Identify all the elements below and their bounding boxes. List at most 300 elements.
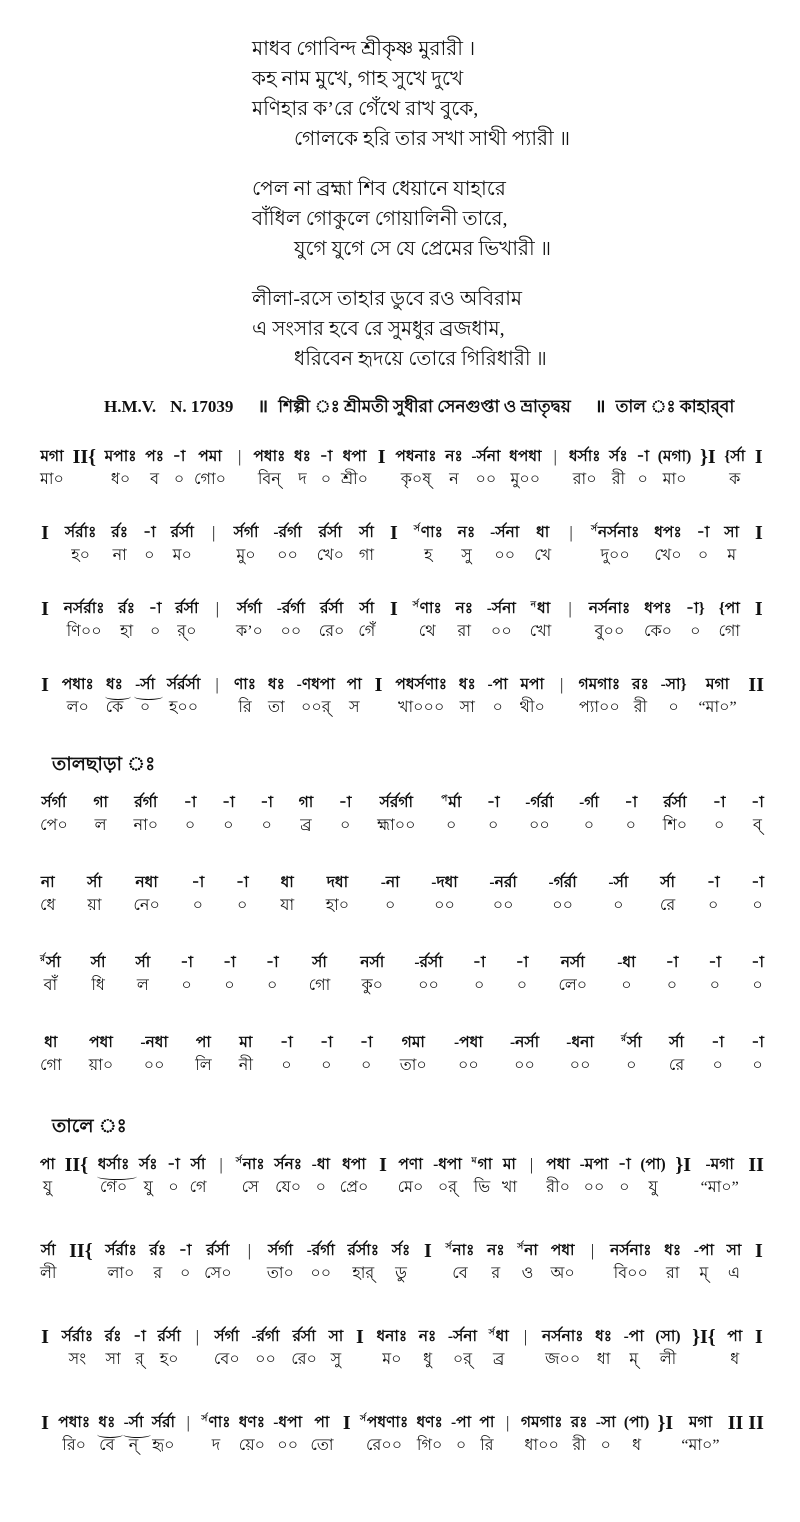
notation-token (416, 1412, 442, 1458)
notation-token (222, 792, 235, 838)
notation-token (510, 1032, 539, 1078)
sargam-cell: র্রর্সা (292, 1328, 316, 1345)
lyric-cell: রী (611, 471, 626, 488)
sargam-cell: -া} (685, 600, 705, 617)
notation-token (636, 446, 649, 492)
notation-token (139, 1154, 158, 1200)
lyric-cell: ক (729, 471, 741, 488)
sargam-cell: | (238, 447, 242, 466)
notation-section (40, 750, 764, 1078)
sargam-cell: র্সর্রা (151, 1414, 175, 1431)
notation-token (546, 1154, 570, 1200)
sargam-cell: -া (618, 1156, 631, 1173)
sargam-cell: ধা (536, 524, 550, 541)
lyric-cell (79, 1262, 83, 1286)
sargam-cell: $^{র্স}$ণাঃ (201, 1412, 231, 1431)
notation-token (236, 598, 263, 644)
lyric-cell: রী (633, 699, 648, 716)
sargam-cell: র্রঃ (118, 600, 136, 617)
sargam-cell: গা (298, 794, 314, 811)
lyric-cell: পে০ (40, 817, 68, 834)
notation-token (727, 1326, 742, 1372)
lyric-cell (247, 1262, 251, 1286)
lyric-cell (345, 1434, 349, 1458)
sargam-cell: -সা (595, 1414, 616, 1431)
notation-line (40, 446, 764, 492)
notation-token (40, 1154, 55, 1200)
notation-token (530, 598, 552, 644)
sargam-cell: -া (636, 448, 650, 465)
notation-token (134, 792, 159, 838)
sargam-cell: র্সর্গা (214, 1328, 240, 1345)
lyric-cell: রী (572, 1437, 586, 1454)
lyric-cell: ও (521, 1265, 534, 1282)
notation-token (724, 446, 745, 492)
notation-token (640, 1154, 665, 1200)
notation-sections (40, 446, 764, 1458)
lyric-cell (744, 1434, 748, 1458)
notation-token (489, 1326, 509, 1372)
lyric-cell: দ (211, 1437, 221, 1454)
grace-note-mark: র্র (621, 1032, 626, 1043)
sargam-cell: ধপা (342, 448, 367, 465)
sargam-cell: ধর্সাঃ (568, 448, 601, 465)
lyric-cell (43, 620, 47, 644)
lyric-cell: হ (424, 547, 433, 564)
lyric-cell: “মা০” (700, 1179, 739, 1196)
notation-token (400, 1032, 427, 1078)
sargam-cell: $^{র্স}$পধণাঃ (359, 1412, 409, 1431)
grace-note-mark: প (441, 792, 448, 803)
sargam-cell: -া (142, 524, 156, 541)
lyric-cell: র্ (135, 1351, 144, 1368)
notation-token (157, 1326, 180, 1372)
lyric-cell: খো (529, 623, 552, 640)
notation-line (40, 522, 764, 568)
grace-note-mark: র্স (517, 1240, 524, 1251)
notation-token (621, 1032, 642, 1078)
lyric-cell: ০ (144, 547, 155, 564)
lyric-cell: তা০ (266, 1265, 294, 1282)
sargam-cell: -া (624, 794, 638, 811)
sargam-cell: ণাঃ (233, 676, 257, 693)
sargam-cell: $^{র্স}$নাঃ (445, 1240, 475, 1259)
sargam-cell: -া (180, 954, 194, 971)
notation-token (698, 674, 736, 720)
lyric-cell (212, 544, 216, 568)
sargam-cell: -া (751, 794, 764, 811)
sargam-cell: র্সঃ (609, 448, 628, 465)
lyric-cell: ম (727, 547, 737, 564)
sargam-cell: $^ন$ধা (530, 598, 551, 617)
sargam-cell: -া (319, 1034, 333, 1051)
notation-token (517, 1240, 538, 1286)
notation-token (471, 446, 500, 492)
lyric-cell (506, 1434, 510, 1458)
notation-token (253, 446, 285, 492)
bar-marker (557, 674, 567, 720)
lyric-cell: মে০ (397, 1179, 424, 1196)
sargam-cell: I (41, 1326, 49, 1348)
notation-token (135, 952, 150, 998)
lyric-cell: শি০ (662, 817, 688, 834)
notation-token (62, 674, 94, 720)
lyric-cell: ধ (730, 1351, 740, 1368)
notation-token (320, 1032, 333, 1078)
sargam-cell: }I (657, 1412, 674, 1434)
notation-token (234, 522, 259, 568)
notation-token (488, 674, 508, 720)
lyric-line: যুগে যুগে সে যে প্রেমের ভিখারী ॥ (294, 238, 552, 260)
lyric-cell: ০ (446, 817, 457, 834)
lyric-cell: রি০ (62, 1437, 87, 1454)
sargam-cell: পধা (89, 1034, 113, 1051)
sargam-cell: -র্রর্সা (414, 954, 443, 971)
lyric-cell: ণি০০ (66, 623, 102, 640)
notation-token (204, 1240, 231, 1286)
notation-token (609, 446, 628, 492)
sargam-cell: -পা (623, 1328, 644, 1345)
lyric-cell: ০০ (418, 977, 439, 994)
notation-token (360, 1032, 373, 1078)
bar-marker (377, 446, 387, 492)
notation-token (525, 792, 553, 838)
lyric-cell: ০ (621, 977, 632, 994)
notation-token (273, 522, 301, 568)
sargam-cell: ধনাঃ (376, 1328, 408, 1345)
lyric-cell (530, 1176, 534, 1200)
sargam-cell: র্সা (359, 524, 374, 541)
notation-token (280, 1032, 293, 1078)
sargam-cell: -র্রর্গা (251, 1328, 280, 1345)
sargam-cell: -র্রর্গা (276, 600, 306, 617)
lyric-cell: গেঁ (358, 623, 376, 640)
notation-token (724, 522, 739, 568)
sargam-cell: | (523, 1327, 528, 1346)
notation-line (40, 1326, 764, 1372)
grace-note-mark: র্স (235, 1154, 242, 1165)
sargam-cell: -া (706, 874, 720, 891)
notation-token (487, 792, 500, 838)
notation-token (624, 1326, 644, 1372)
bar-marker (212, 674, 222, 720)
sargam-cell: $^প$র্মা (441, 792, 462, 811)
notation-token (718, 598, 740, 644)
lyric-cell: কৃ০ষ্ (400, 471, 432, 488)
bar-marker (69, 1240, 92, 1286)
sargam-cell: I (423, 1240, 432, 1262)
sargam-cell: }I{ (692, 1326, 716, 1348)
sargam-cell: -া (472, 954, 486, 971)
lyric-cell (43, 544, 47, 568)
record-catalog-number: N. 17039 (170, 397, 234, 416)
lyric-cell (377, 696, 381, 720)
notation-token (111, 522, 128, 568)
sargam-cell: গমগাঃ (578, 676, 621, 693)
lyric-cell: রে০০ (366, 1437, 403, 1454)
sargam-cell: | (590, 1241, 595, 1260)
sargam-cell: পধাঃ (253, 448, 286, 465)
lyric-cell: “মা০” (681, 1437, 720, 1454)
lyric-cell: ০০ (528, 817, 550, 834)
sargam-cell: II II (727, 1412, 764, 1434)
lyric-cell (380, 468, 384, 492)
notation-token (223, 952, 236, 998)
sargam-cell: -ধনা (566, 1034, 594, 1051)
notation-token (381, 872, 400, 918)
lyric-cell: যু (42, 1179, 53, 1196)
notation-token (595, 1326, 612, 1372)
notation-token (502, 1154, 517, 1200)
lyric-cell: র (153, 1265, 163, 1282)
sargam-cell: -র্সনা (447, 1328, 478, 1345)
lyric-cell: রে০ (291, 1351, 317, 1368)
sargam-cell: -র্গর্রা (548, 874, 577, 891)
sargam-cell: ধা (44, 1034, 58, 1051)
notation-token (239, 1032, 253, 1078)
sargam-cell: -া (515, 954, 529, 971)
lyric-cell: ০ (583, 817, 595, 834)
sargam-cell: ধঃ (267, 676, 285, 693)
sargam-cell: ধঃ (106, 674, 123, 696)
sargam-cell: -া (221, 794, 235, 811)
lyric-cell: বু০০ (594, 623, 625, 640)
lyric-cell: ০০ (475, 471, 497, 488)
sargam-cell: -ণধপা (296, 676, 335, 693)
lyric-cell: বে০ (213, 1351, 240, 1368)
lyric-cell: শ্রী০ (340, 471, 369, 488)
notation-token (377, 792, 415, 838)
lyric-cell: ০ (752, 897, 763, 914)
lyric-cell: ০র্ (437, 1179, 458, 1196)
lyric-cell: ০ (267, 977, 278, 994)
notation-token (433, 1154, 462, 1200)
notation-token (239, 1412, 265, 1458)
bar-marker (244, 1240, 254, 1286)
sargam-cell: পধর্সণাঃ (395, 676, 447, 693)
bar-marker (65, 1154, 88, 1200)
notation-token (93, 792, 108, 838)
notation-line (40, 952, 764, 998)
lyric-cell: য়ে০ (238, 1437, 266, 1454)
notation-token (135, 674, 155, 720)
notation-token (40, 1240, 57, 1286)
notation-token (359, 522, 374, 568)
sargam-cell: র্রর্সা (663, 794, 687, 811)
lyric-cell: গো (718, 623, 741, 640)
lyric-cell: ০ (281, 1057, 292, 1074)
lyric-cell: খা০০০ (397, 699, 445, 716)
notation-token (558, 952, 587, 998)
notation-token (751, 952, 764, 998)
sargam-cell: র্সা (660, 874, 675, 891)
sargam-cell: -র্সনা (486, 600, 516, 617)
notation-token (195, 1032, 212, 1078)
lyric-cell: কে০ (644, 623, 673, 640)
lyric-cell: ০ (385, 897, 396, 914)
notation-token (727, 1240, 742, 1286)
sargam-cell: নঃ (455, 600, 474, 617)
lyric-cell: ০ (321, 1057, 332, 1074)
bar-marker (40, 1326, 50, 1372)
lyric-cell: ০ (237, 897, 248, 914)
notation-token (194, 446, 226, 492)
sargam-cell: পা (195, 1034, 211, 1051)
sargam-cell: পধা (550, 1242, 575, 1259)
sargam-cell: সা (328, 1328, 344, 1345)
lyric-cell: যা (280, 897, 295, 914)
grace-note-mark: র্স (413, 522, 420, 533)
lyric-cell: হ০ (159, 1351, 179, 1368)
sargam-cell: $^ম$গা (471, 1154, 493, 1173)
lyric-cell: ০ (320, 471, 332, 488)
lyric-cell (358, 1348, 362, 1372)
lyric-cell (82, 468, 86, 492)
sargam-cell: মগা (688, 1414, 713, 1431)
bar-marker (389, 598, 399, 644)
lyric-cell: ০০ (514, 1057, 535, 1074)
sargam-cell: $^{র্স}$নাঃ (235, 1154, 265, 1173)
lyric-cell: বি০০ (613, 1265, 648, 1282)
lyric-cell: ০০ (458, 1057, 479, 1074)
sargam-cell: -সা} (660, 676, 687, 693)
lyric-cell: হার্ (352, 1265, 375, 1282)
lyric-cell: ল (94, 817, 107, 834)
notation-token (489, 872, 516, 918)
lyric-cell: না০ (133, 817, 159, 834)
notation-token (534, 522, 551, 568)
sargam-cell: | (215, 675, 219, 694)
notation-token (548, 872, 576, 918)
notation-token (610, 1240, 652, 1286)
notation-token (376, 1326, 407, 1372)
lyric-cell: ০ (181, 977, 192, 994)
sargam-cell: | (247, 1241, 251, 1260)
notation-token (458, 522, 476, 568)
lyric-cell: “মা০” (698, 699, 737, 716)
notation-line (40, 1240, 764, 1286)
notation-token (62, 1326, 94, 1372)
notation-token (487, 598, 516, 644)
notation-token (309, 952, 331, 998)
bar-marker (657, 1412, 673, 1458)
sargam-cell: -র্রর্গা (306, 1242, 335, 1259)
sargam-cell: -া (665, 954, 679, 971)
sargam-cell: নঃ (457, 524, 476, 541)
notation-token (479, 1412, 494, 1458)
notation-token (490, 522, 519, 568)
lyric-cell: অ০ (550, 1265, 575, 1282)
sargam-cell: পা (40, 1156, 56, 1173)
notation-token (655, 1326, 680, 1372)
lyric-cell: র্০ (177, 623, 197, 640)
notation-token (589, 598, 631, 644)
notation-token (509, 446, 541, 492)
bar-marker (40, 598, 50, 644)
sargam-cell: I (754, 522, 763, 544)
sargam-cell: I (41, 674, 49, 696)
notation-token (266, 952, 279, 998)
notation-token (339, 792, 352, 838)
sargam-cell: পধনাঃ (395, 448, 437, 465)
sargam-cell: পণা (398, 1156, 423, 1173)
lyric-line: লীলা-রসে তাহার ডুবে রও অবিরাম (252, 288, 523, 310)
lyric-cell: তো (310, 1437, 334, 1454)
sargam-cell: -া (191, 874, 205, 891)
sargam-cell: -া (235, 874, 249, 891)
lyric-cell: ০ (666, 977, 678, 994)
sargam-cell: -র্সনা (490, 524, 520, 541)
lyric-cell: রা (457, 623, 471, 640)
lyric-cell: কু০ (361, 977, 384, 994)
grace-note-mark: ন (530, 598, 537, 609)
lyric-cell: খে (534, 547, 552, 564)
lyric-cell: লী (40, 1265, 57, 1282)
grace-note-mark: র্র (40, 952, 45, 963)
sargam-cell: I (355, 1326, 364, 1348)
lyric-cell: সে (241, 1179, 259, 1196)
bar-marker (503, 1412, 513, 1458)
sargam-cell: -া (223, 954, 236, 971)
lyric-cell: য়া০ (88, 1057, 114, 1074)
lyric-cell: ০০ (255, 1351, 276, 1368)
notation-token (173, 446, 186, 492)
sargam-cell: -র্সা (135, 674, 155, 696)
notation-token (251, 1326, 279, 1372)
notation-token (664, 1240, 681, 1286)
sargam-cell: নঃ (445, 448, 463, 465)
notation-token (340, 1154, 369, 1200)
sargam-cell: দধা (326, 874, 349, 891)
notation-token (260, 792, 273, 838)
lyric-cell: ০০ (494, 547, 516, 564)
notation-token (64, 598, 105, 644)
sargam-cell: $^{র্স}$ধা (488, 1326, 509, 1345)
lyric-cell: তা০ (399, 1057, 427, 1074)
sargam-cell: র্সর্রাঃ (64, 524, 97, 541)
record-label: H.M.V. (104, 397, 157, 416)
section-title: তালছাড়া ঃ (52, 754, 156, 775)
lyric-cell: রে (659, 897, 676, 914)
lyric-cell: ০ (361, 1057, 372, 1074)
sargam-cell: -নধা (140, 1034, 168, 1051)
lyric-cell: লী (659, 1351, 677, 1368)
notation-token (660, 872, 675, 918)
notation-token (40, 446, 64, 492)
lyric-line: ধরিবেন হৃদয়ে তোরে গিরিধারী ॥ (294, 348, 547, 370)
lyric-line: মণিহার ক’রে গেঁথে রাখ বুকে, (252, 98, 479, 120)
notation-token (707, 872, 720, 918)
notation-token (454, 1032, 483, 1078)
grace-note-mark: র্স (445, 1240, 452, 1251)
sargam-cell: র্রর্সা (318, 524, 342, 541)
lyric-cell: ০০ (280, 623, 302, 640)
lyric-line: মাধব গোবিন্দ শ্রীকৃষ্ণ মুরারী । (252, 38, 476, 60)
grace-note-mark: র্স (201, 1412, 208, 1423)
lyric-cell: ধা০০ (524, 1437, 559, 1454)
notation-token (459, 674, 476, 720)
notation-token (268, 674, 285, 720)
sargam-cell: র্রঃ (104, 1328, 122, 1345)
sargam-cell: র্সঃ (139, 1156, 158, 1173)
sargam-cell: -মগা (705, 1156, 734, 1173)
notation-token (320, 446, 333, 492)
notation-token (580, 1154, 609, 1200)
sargam-cell: I (377, 446, 386, 468)
sargam-cell: $^{র্স}$ণাঃ (413, 522, 443, 541)
notation-token (326, 872, 349, 918)
sargam-cell: -া (359, 1034, 373, 1051)
